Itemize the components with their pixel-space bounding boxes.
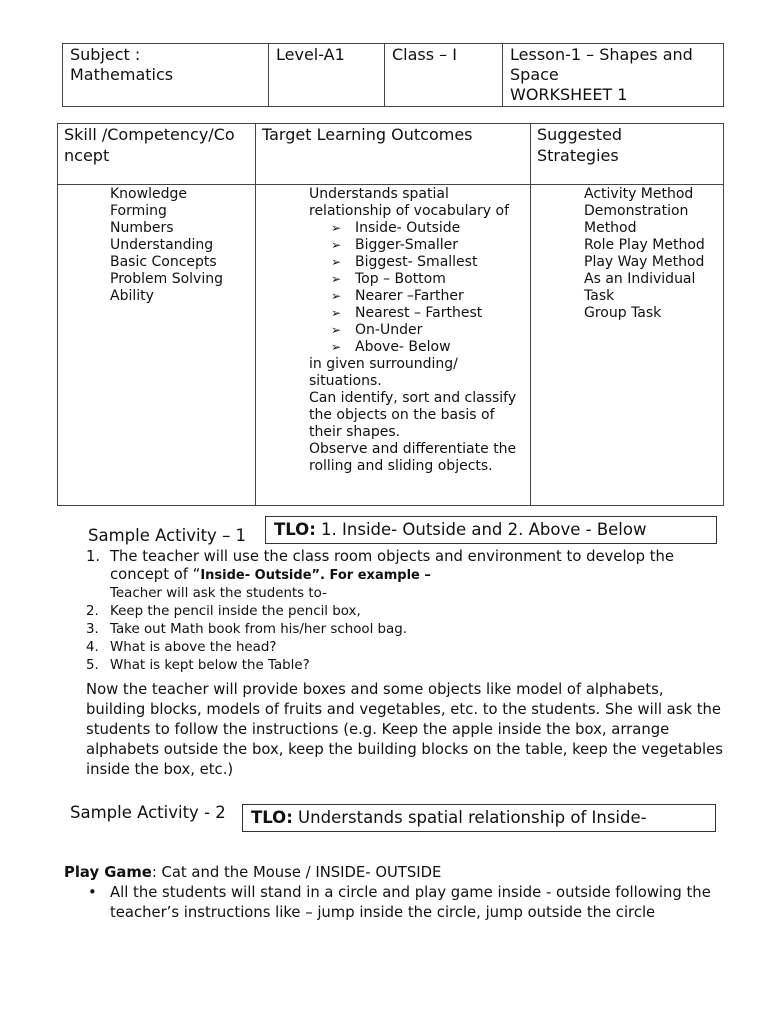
step-text: What is above the head? bbox=[110, 640, 277, 655]
outcome-rest bbox=[309, 356, 522, 475]
strategies-cell bbox=[531, 185, 724, 506]
play-game-line bbox=[64, 864, 441, 881]
activity1-title: Sample Activity – 1 bbox=[88, 526, 247, 545]
outcome-pair-item: ➢ Top – Bottom bbox=[331, 271, 522, 288]
skill-item: Numbers bbox=[110, 220, 174, 236]
outcome-pair-item: ➢ Bigger-Smaller bbox=[331, 237, 522, 254]
outcome-pair-item: ➢ Nearer –Farther bbox=[331, 288, 522, 305]
activity2-tlo-text: Understands spatial relationship of Inside- bbox=[292, 808, 647, 827]
strategy-item: Activity Method bbox=[584, 186, 694, 202]
outcome-intro: Understands spatial relationship of vocabulary of bbox=[309, 186, 510, 219]
outcomes-header: Target Learning Outcomes bbox=[256, 124, 531, 185]
step1-bold: Inside- Outside”. For example – bbox=[200, 568, 431, 583]
skill-item: Ability bbox=[110, 288, 154, 304]
play-game-text: : Cat and the Mouse / INSIDE- OUTSIDE bbox=[151, 864, 442, 881]
bullet-text: All the students will stand in a circle and play game inside - outside following the teacher’s instructions like – jump inside the circle, jump outside the circle bbox=[110, 884, 711, 921]
outcomes-cell bbox=[256, 185, 531, 506]
activity2-tlo-box bbox=[242, 804, 716, 832]
step-1: 1. The teacher will use the class room objects and environment to develop the concept of “Inside- Outside”. For example – Teacher will ask the students to- bbox=[86, 548, 716, 603]
bullet-symbol: • bbox=[88, 884, 97, 901]
step-number: 5. bbox=[86, 658, 99, 673]
outcome-pairs-list bbox=[309, 220, 522, 356]
activity1-tlo-text: 1. Inside- Outside and 2. Above - Below bbox=[315, 520, 647, 539]
outcome-text: Can identify, sort and classify the objects on the basis of their shapes. bbox=[309, 390, 517, 440]
worksheet-label: WORKSHEET 1 bbox=[510, 85, 628, 104]
activity2-title: Sample Activity - 2 bbox=[70, 803, 226, 822]
outcome-text: in given surrounding/ situations. bbox=[309, 356, 458, 389]
outcome-text: Observe and differentiate the rolling and sliding objects. bbox=[309, 441, 517, 474]
skill-header: Skill /Competency/Concept bbox=[58, 124, 256, 185]
step-text: Keep the pencil inside the pencil box, bbox=[110, 604, 361, 619]
skills-list bbox=[58, 186, 255, 305]
strategy-item: Group Task bbox=[584, 305, 662, 321]
step1-sub: Teacher will ask the students to- bbox=[110, 586, 327, 601]
step-number: 2. bbox=[86, 604, 99, 619]
step-item bbox=[86, 639, 716, 657]
activity1-steps bbox=[86, 548, 716, 675]
header-table bbox=[62, 43, 724, 107]
strategy-item: Demonstration Method bbox=[584, 203, 689, 236]
strategies-list bbox=[531, 186, 723, 322]
step-text: What is kept below the Table? bbox=[110, 658, 310, 673]
skill-item: Forming bbox=[110, 203, 167, 219]
strategy-item: Role Play Method bbox=[584, 237, 705, 253]
strategies-header: Suggested Strategies bbox=[531, 124, 724, 185]
outcome-pair-item: ➢ Above- Below bbox=[331, 339, 522, 356]
activity1-tlo-label: TLO: bbox=[274, 520, 316, 539]
skills-table bbox=[57, 123, 724, 506]
class-cell: Class – I bbox=[385, 44, 503, 107]
subject-label: Subject : bbox=[70, 45, 141, 64]
step-number: 4. bbox=[86, 640, 99, 655]
activity2-tlo-label: TLO: bbox=[251, 808, 293, 827]
step-item bbox=[86, 621, 716, 639]
step-text: Take out Math book from his/her school bag. bbox=[110, 622, 408, 637]
subject-cell bbox=[63, 44, 269, 107]
play-game-bullet bbox=[88, 883, 718, 923]
step-item bbox=[86, 657, 716, 675]
outcome-pair-item: ➢ Biggest- Smallest bbox=[331, 254, 522, 271]
outcome-pair-item: ➢ Nearest – Farthest bbox=[331, 305, 522, 322]
skill-item: Problem Solving bbox=[110, 271, 223, 287]
level-cell: Level-A1 bbox=[269, 44, 385, 107]
strategy-item: As an Individual Task bbox=[584, 271, 696, 304]
skills-cell bbox=[58, 185, 256, 506]
outcome-pair-item: ➢ Inside- Outside bbox=[331, 220, 522, 237]
skill-item: Knowledge bbox=[110, 186, 187, 202]
lesson-cell bbox=[503, 44, 724, 107]
activity1-tlo-box bbox=[265, 516, 717, 544]
step-item bbox=[86, 603, 716, 621]
activity1-paragraph: Now the teacher will provide boxes and some objects like model of alphabets, building blocks, models of fruits and vegetables, etc. to the students. She will ask the students to follow the instructions (e.g. Keep the apple inside the box, arrange alphabets outside the box, keep the building blocks on the table, keep the vegetables inside the box, etc.) bbox=[86, 681, 723, 778]
skill-item: Understanding bbox=[110, 237, 214, 253]
subject-value: Mathematics bbox=[70, 65, 174, 84]
skill-item: Basic Concepts bbox=[110, 254, 217, 270]
strategy-item: Play Way Method bbox=[584, 254, 705, 270]
lesson-title: Lesson-1 – Shapes and Space bbox=[510, 45, 693, 84]
outcome-pair-item: ➢ On-Under bbox=[331, 322, 522, 339]
step-number: 3. bbox=[86, 622, 99, 637]
play-game-label: Play Game bbox=[64, 864, 152, 881]
steps-rest bbox=[86, 603, 716, 675]
